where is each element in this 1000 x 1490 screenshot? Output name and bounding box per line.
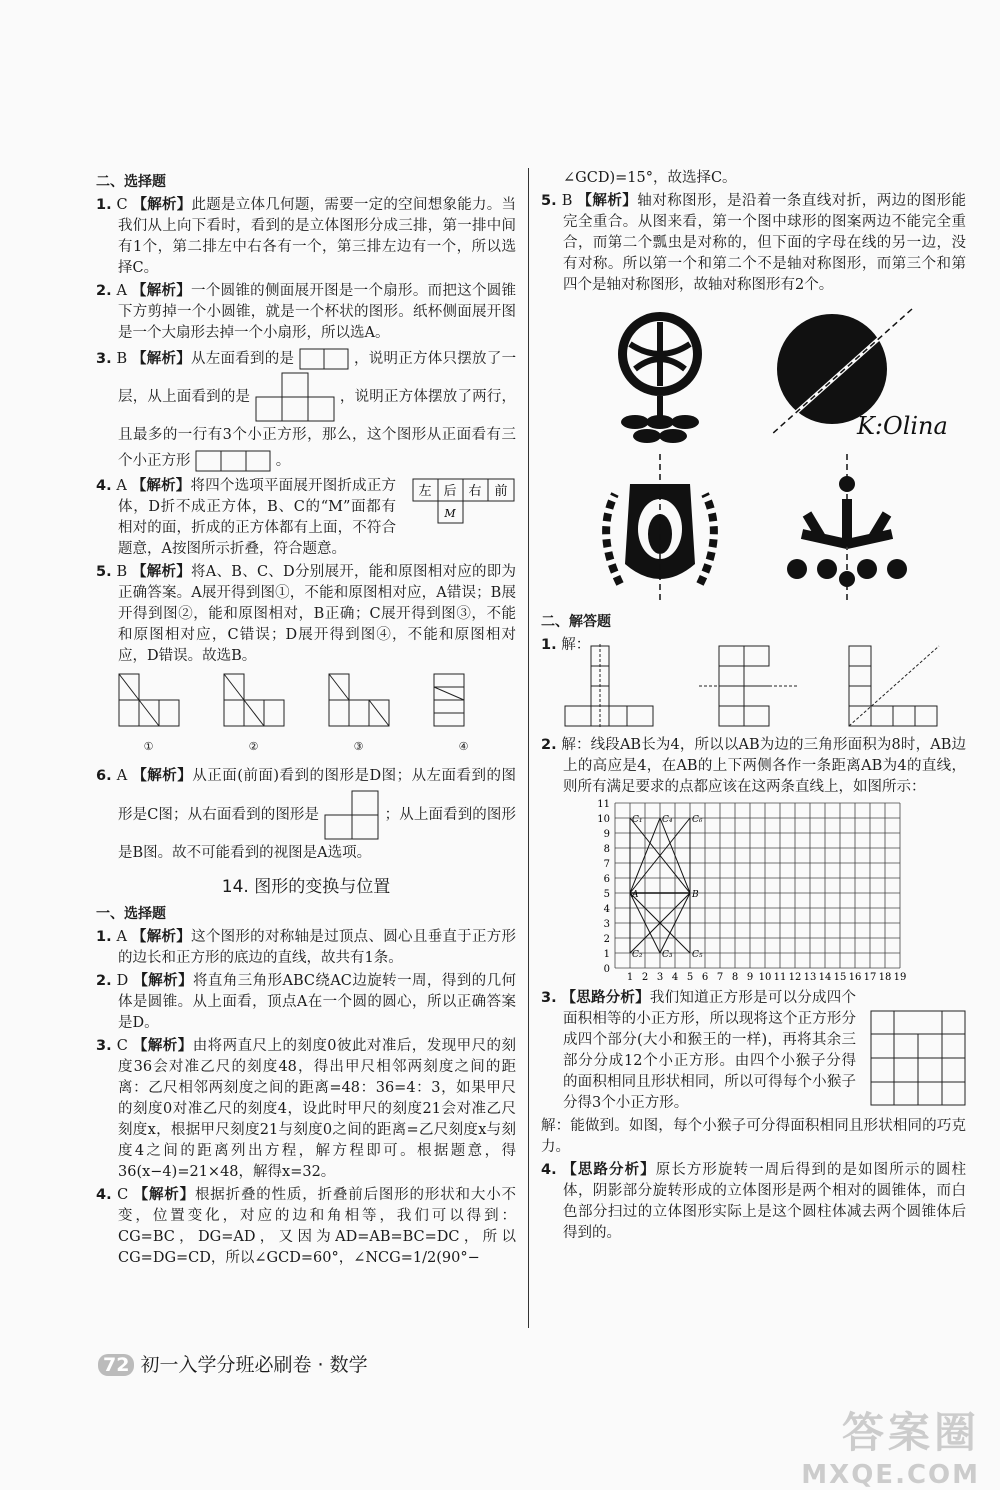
x-tick-label: 9: [746, 972, 754, 983]
item-answer: B: [116, 351, 128, 367]
answer-item: [96, 562, 516, 667]
point-label: C₆: [692, 815, 703, 825]
chocolate-figure: [870, 1010, 966, 1106]
answer-item: [541, 1160, 966, 1244]
item-answer: C: [116, 1038, 128, 1054]
figure-label: ②: [248, 740, 259, 753]
y-tick-label: 10: [597, 814, 610, 825]
x-tick-label: 8: [731, 972, 739, 983]
coordinate-grid: [541, 799, 966, 984]
x-tick-label: 2: [641, 972, 649, 983]
item-answer: D: [116, 973, 129, 989]
answer-item: [96, 346, 516, 474]
item-text: 解：线段AB长为4，所以以AB为边的三角形面积为8时，AB边上的高应是4，在AB的上下两侧各作一条距离AB为4的直线，则所有满足要求的点都应该在这两条直线上，如图所示：: [561, 737, 966, 795]
watermark-line: 答案圈: [841, 1408, 980, 1457]
item-number: 3.: [541, 990, 557, 1006]
net-cell: M: [444, 507, 456, 520]
page-footer: [98, 1350, 368, 1377]
continued-text: ∠GCD)=15°，故选择C。: [563, 170, 737, 186]
section-heading: 二、选择题: [96, 174, 166, 190]
item-text: 这个图形的对称轴是过顶点、圆心且垂直于正方形的边长和正方形的底边的直线，故共有1条。: [118, 929, 517, 966]
y-tick-label: 5: [603, 889, 610, 900]
right-view-figure: [324, 790, 380, 840]
net-cell: 前: [494, 484, 508, 499]
analysis-tag: 【解析】: [131, 478, 191, 494]
unfold-figure: [223, 673, 285, 757]
figure-label: ①: [143, 740, 154, 753]
unfold-figure: [328, 673, 390, 757]
item-number: 2.: [96, 973, 112, 989]
item-number: 2.: [96, 283, 112, 299]
item-number: 1.: [96, 197, 112, 213]
point-label: C₃: [662, 950, 673, 960]
item-text: 。: [275, 453, 291, 469]
item-number: 3.: [96, 1038, 112, 1054]
item-text: 解：: [561, 637, 591, 653]
item-answer: A: [116, 283, 127, 299]
analysis-tag: 【解析】: [132, 1038, 193, 1054]
net-cell: 右: [468, 484, 482, 499]
answer-item: [96, 1036, 516, 1183]
item-number: 1.: [541, 637, 557, 653]
item-text: 从正面(前面)看到的图形是D图；从左面看到的图形是C图；从右面看到的图形是: [118, 768, 517, 823]
answer-item: [96, 281, 516, 344]
x-tick-label: 7: [716, 972, 724, 983]
page-number: 72: [98, 1354, 134, 1376]
x-tick-label: 1: [626, 972, 634, 983]
crest-logo-icon: [590, 454, 730, 604]
y-tick-label: 1: [603, 949, 610, 960]
symmetry-figure: [699, 644, 799, 729]
symmetry-figure: [564, 644, 654, 729]
item-number: 5.: [96, 564, 112, 580]
logo-text: K:Olina: [857, 412, 949, 440]
analysis-tag: 【解析】: [132, 564, 192, 580]
answer-item: [96, 971, 516, 1034]
x-tick-label: 13: [803, 972, 817, 983]
left-column: [96, 168, 516, 1271]
solution-text: 解：能做到。如图，每个小猴子可分得面积相同且形状相同的巧克力。: [541, 1118, 966, 1155]
book-title: 初一入学分班必刷卷 · 数学: [140, 1354, 368, 1376]
x-tick-label: 3: [656, 972, 664, 983]
front-view-figure: [195, 450, 271, 472]
item-number: 5.: [541, 193, 557, 209]
item-number: 1.: [96, 929, 112, 945]
y-tick-label: 4: [603, 904, 610, 915]
x-tick-label: 15: [833, 972, 847, 983]
item-answer: A: [116, 478, 127, 494]
item-text: 将A、B、C、D分别展开，能和原图相对应的即为正确答案。A展开得到图①，不能和原图相对应，A错误；B展开得到图②，能和原图相对，B正确；C展开得到图③，不能和原图相对应，C错误；D展开得到图④，不能和原图相对应，D错误。故选B。: [118, 564, 517, 664]
item-number: 4.: [96, 1187, 112, 1203]
symmetry-figure: [844, 644, 944, 729]
point-label: C₅: [692, 950, 703, 960]
y-tick-label: 3: [603, 919, 610, 930]
item-text: 由将两直尺上的刻度0彼此对准后，发现甲尺的刻度36会对准乙尺的刻度48，得出甲尺相邻两刻度之间的距离：乙尺相邻两刻度之间的距离=48：36=4：3，如果甲尺的刻度0对准乙尺的刻度4，设此时甲尺的刻度21会对准乙尺刻度x，根据甲尺刻度21与刻度0之间的距离=乙尺刻度x与刻度4之间的距离列出方程，解方程即可。根据题意，得36(x−4)=21×48，解得x=32。: [118, 1038, 517, 1180]
y-tick-label: 6: [603, 874, 610, 885]
x-tick-label: 11: [773, 972, 787, 983]
y-tick-label: 8: [603, 844, 610, 855]
answer-item: [541, 988, 966, 1114]
item-answer: A: [116, 929, 127, 945]
item-text: 原长方形旋转一周后得到的是如图所示的圆柱体，阴影部分旋转形成的立体图形是两个相对的圆锥体，而白色部分扫过的立体图形实际上是这个圆柱体减去两个圆锥体后得到的。: [563, 1162, 967, 1241]
answer-item: [96, 476, 516, 560]
x-tick-label: 10: [758, 972, 772, 983]
y-tick-label: 11: [597, 799, 610, 810]
answer-item: [541, 191, 966, 296]
ladybug-logo-icon: [762, 304, 949, 444]
item-number: 2.: [541, 737, 557, 753]
x-tick-label: 5: [686, 972, 694, 983]
point-label: C₄: [662, 815, 673, 825]
y-tick-label: 0: [603, 964, 610, 975]
item-answer: A: [116, 768, 128, 784]
answer-item: [96, 763, 516, 867]
point-label: B: [692, 890, 699, 900]
watermark: [801, 1400, 980, 1490]
left-view-figure: [299, 348, 349, 370]
y-tick-label: 2: [603, 934, 610, 945]
analysis-tag: 【解析】: [132, 768, 193, 784]
x-tick-label: 6: [701, 972, 709, 983]
watermark-line: MXQE.COM: [801, 1460, 980, 1490]
figure-label: ③: [353, 740, 364, 753]
top-view-figure: [255, 372, 335, 422]
symmetry-figures: [541, 644, 966, 729]
analysis-tag: 【解析】: [577, 193, 638, 209]
analysis-tag: 【思路分析】: [561, 990, 650, 1006]
analysis-tag: 【思路分析】: [562, 1162, 656, 1178]
answer-item: [96, 195, 516, 279]
right-column: [541, 168, 966, 1246]
item-text: 根据折叠的性质，折叠前后图形的形状和大小不变，位置变化，对应的边和角相等，我们可以得到：CG=BC，DG=AD，又因为AD=AB=BC=DC，所以CG=DG=CD，所以∠GCD=60°，∠NCG=1/2(90°−: [118, 1187, 517, 1266]
point-label: A: [632, 890, 639, 900]
item-text: 一个圆锥的侧面展开图是一个扇形。而把这个圆锥下方剪掉一个小圆锥，就是一个杯状的图形。纸杯侧面展开图是一个大扇形去掉一个小扇形，所以选A。: [118, 283, 517, 341]
net-figure: [412, 478, 516, 524]
x-tick-label: 17: [863, 972, 877, 983]
item-text: ，说明正方体摆放了两行，且最多的一行有3个小正方形，那么，这个图形从正面看有三个小正方形: [118, 389, 517, 469]
column-divider: [528, 168, 529, 1328]
x-tick-label: 19: [893, 972, 907, 983]
x-tick-label: 18: [878, 972, 892, 983]
point-label: C₂: [632, 950, 643, 960]
answer-item: [541, 735, 966, 798]
analysis-tag: 【解析】: [132, 197, 192, 213]
chapter-title: 14. 图形的变换与位置: [221, 877, 391, 897]
item-text: 我们知道正方形是可以分成四个面积相等的小正方形，所以现将这个正方形分成四个部分(大小和猴王的一样)，再将其余三部分分成12个小正方形。由四个小猴子分得的面积相同且形状相同，所以可得每个小猴子分得3个小正方形。: [563, 990, 857, 1111]
net-cell: 后: [443, 484, 457, 499]
item-text: 从左面看到的是: [191, 351, 295, 367]
figure-label: ④: [458, 740, 469, 753]
net-cell: 左: [418, 484, 432, 499]
unfold-figure: [118, 673, 180, 757]
item-text: 将直角三角形ABC绕AC边旋转一周，得到的几何体是圆锥。从上面看，顶点A在一个圆的圆心，所以正确答案是D。: [118, 973, 517, 1031]
item-text: 将四个选项平面展开图折成正方体，D折不成正方体，B、C的“M”面都有相对的面，折成的正方体都有上面，不符合题意，A按图所示折叠，符合题意。: [118, 478, 397, 557]
item-answer: C: [116, 197, 128, 213]
x-tick-label: 12: [788, 972, 802, 983]
x-tick-label: 14: [818, 972, 832, 983]
analysis-tag: 【解析】: [132, 351, 192, 367]
analysis-tag: 【解析】: [131, 283, 192, 299]
x-tick-label: 16: [848, 972, 862, 983]
item-number: 6.: [96, 768, 112, 784]
point-label: C₁: [632, 815, 643, 825]
item-number: 3.: [96, 351, 112, 367]
item-number: 4.: [96, 478, 112, 494]
analysis-tag: 【解析】: [131, 929, 192, 945]
y-tick-label: 7: [603, 859, 610, 870]
unfold-figure: [433, 673, 495, 757]
analysis-tag: 【解析】: [133, 973, 193, 989]
item-answer: B: [116, 564, 128, 580]
answer-item: [96, 927, 516, 969]
logo-figures: [571, 304, 949, 604]
section-heading: 一、选择题: [96, 906, 166, 922]
dots-logo-icon: [777, 454, 917, 604]
analysis-tag: 【解析】: [133, 1187, 195, 1203]
grid-figure: [591, 799, 951, 984]
ball-logo-icon: [600, 304, 720, 444]
item-answer: B: [561, 193, 573, 209]
section-heading: 二、解答题: [541, 614, 611, 630]
unfold-figures: [96, 673, 516, 757]
item-text: 此题是立体几何题，需要一定的空间想象能力。当我们从上向下看时，看到的是立体图形分成三排，第一排中间有1个，第二排左中右各有一个，第三排左边有一个，所以选择C。: [118, 197, 517, 276]
item-answer: C: [117, 1187, 129, 1203]
y-tick-label: 9: [603, 829, 610, 840]
item-number: 4.: [541, 1162, 557, 1178]
item-text: ，说明正方体只摆放了一层，从上面看到的是: [118, 351, 517, 405]
item-text: 轴对称图形，是沿着一条直线对折，两边的图形能完全重合。从图来看，第一个图中球形的图案两边不能完全重合，而第二个瓢虫是对称的，但下面的字母在线的另一边，没有对称。所以第一个和第二个不是轴对称图形，而第三个和第四个是轴对称图形，故轴对称图形有2个。: [563, 193, 967, 293]
answer-item: [96, 1185, 516, 1269]
x-tick-label: 4: [671, 972, 679, 983]
item-text: ；从上面看到的图形是B图。故不可能看到的视图是A选项。: [118, 807, 517, 861]
